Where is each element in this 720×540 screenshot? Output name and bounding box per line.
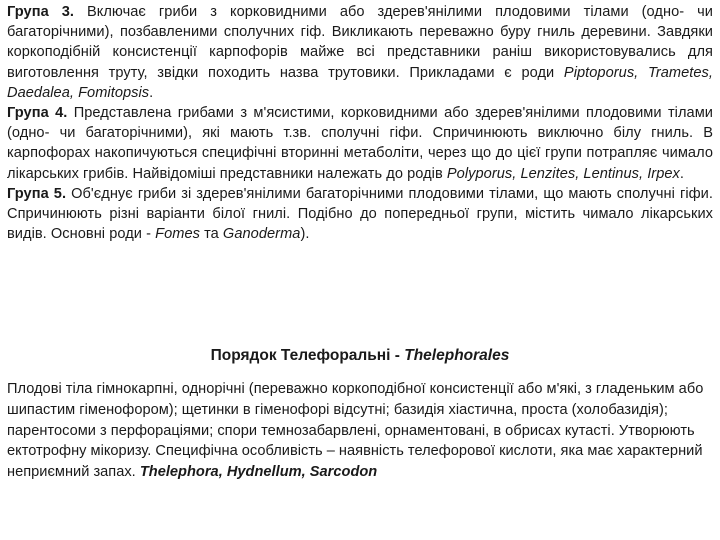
polypore-groups-text (7, 2, 713, 244)
section-heading (0, 345, 720, 367)
thelephorales-text: Плодові тіла гімнокарпні, однорічні (переважно коркоподібної консистенції або м'які, з гладеньким або шипастим гіменофором); щетинки в гіменофорі відсутні; базидія хіастична, проста (холобазидія); парентосоми з перфораціями; спори темнозабарвлені, орнаментовані, в обрисах кутасті. Утворюють ектотрофну мікоризу. Специфічна особливість – наявність телефорової кислоти, яка має характерний неприємний запах. (7, 381, 704, 481)
group-5-conjunction: та (199, 226, 223, 243)
group-5-lead: Група 5. (7, 185, 67, 202)
thelephorales-genera: Thelephora, Hydnellum, Sarcodon (139, 464, 378, 481)
group-5-text: Об'єднує гриби зі здерев'янілими багаторічними плодовими тілами, що мають сполучні гіфи. Спричинюють різні варіанти білої гнилі. Подібно до попередньої групи, містить чимало лікарських видів. Основні роди - (7, 185, 713, 243)
group-5-end: ). (300, 226, 310, 243)
thelephorales-description (7, 379, 715, 483)
group-3-genera: Piptoporus, Trametes, Daedalea, Fomitopsis (7, 64, 713, 101)
group-4-end: . (679, 165, 684, 182)
heading-latin: Thelephorales (404, 347, 510, 364)
group-3-end: . (149, 84, 154, 101)
group-5-paragraph (7, 184, 713, 245)
group-4-paragraph (7, 103, 713, 184)
group-3-lead: Група 3. (7, 4, 74, 20)
group-4-text: Представлена грибами з м'ясистими, корковидними або здерев'янілими плодовими тілами (одно- чи багаторічними), які мають т.зв. сполучні гіфи. Спричинюють виключно білу гниль. В карпофорах накопичуються специфічні вторинні метаболіти, через що до цієї групи потрапляє чимало лікарських грибів. Найвідоміші представники належать до родів (7, 105, 713, 182)
thelephorales-paragraph (7, 379, 715, 483)
group-4-lead: Група 4. (7, 105, 68, 122)
group-3-text: Включає гриби з корковидними або здерев'янілими плодовими тілами (одно- чи багаторічними), позбавленими сполучних гіф. Викликають переважно буру гниль деревини. Завдяки коркоподібній консистенції карпофорів майже всі представники раніш використовувались для виготовлення труту, звідки походить назва трутовики. Прикладами є роди (7, 4, 713, 81)
group-5-genus-ganoderma: Ganoderma (222, 226, 301, 243)
group-5-genus-fomes: Fomes (155, 226, 200, 243)
group-4-genera: Polyporus, Lenzites, Lentinus, Irpex (446, 165, 680, 182)
heading-text: Порядок Телефоральні - (210, 347, 405, 364)
group-3-paragraph (7, 2, 713, 103)
